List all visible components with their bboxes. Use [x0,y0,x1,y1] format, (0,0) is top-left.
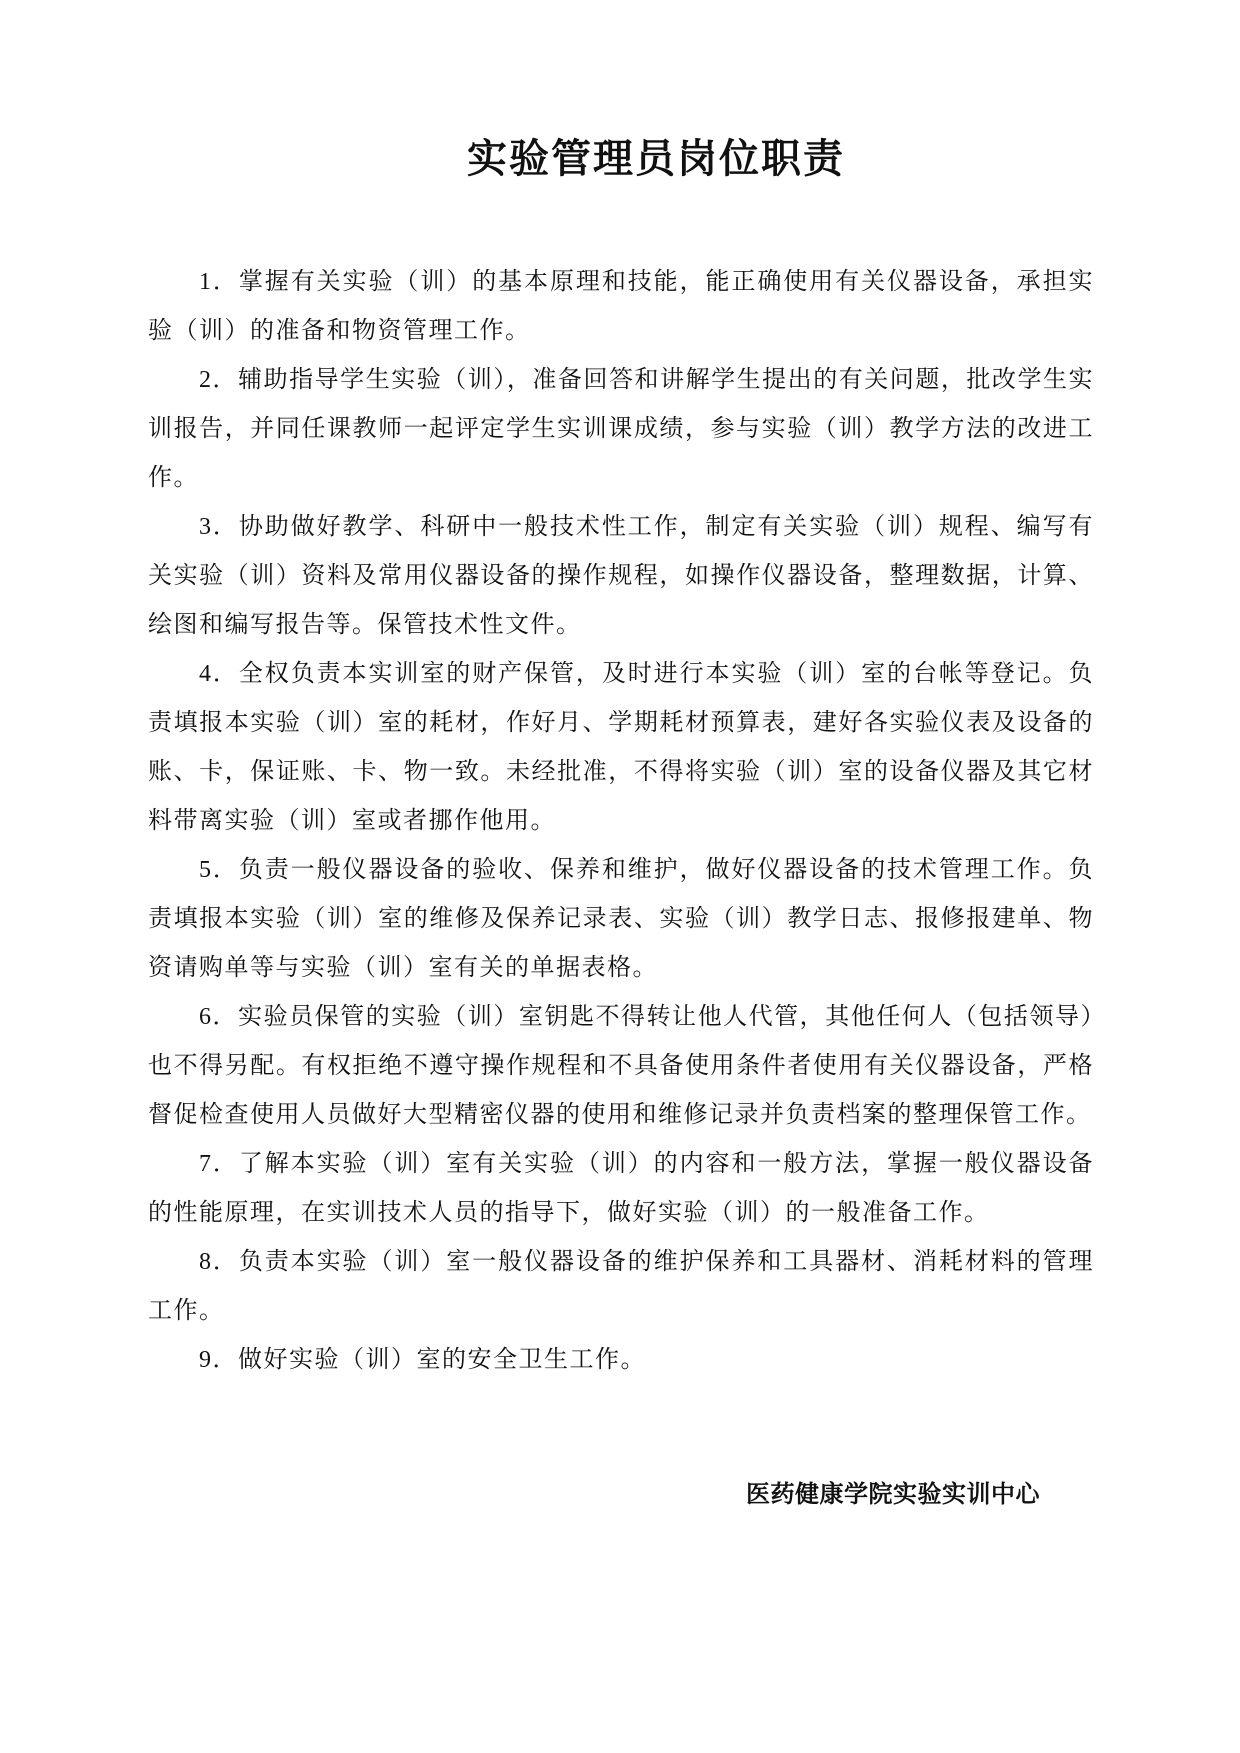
paragraph-3: 3．协助做好教学、科研中一般技术性工作，制定有关实验（训）规程、编写有关实验（训）资料及常用仪器设备的操作规程，如操作仪器设备，整理数据，计算、绘图和编写报告等。保管技术性文件。 [148,514,1094,638]
document-body [148,258,1094,1385]
paragraph-6: 6．实验员保管的实验（训）室钥匙不得转让他人代管，其他任何人（包括领导）也不得另配。有权拒绝不遵守操作规程和不具备使用条件者使用有关仪器设备，严格督促检查使用人员做好大型精密仪器的使用和维修记录并负责档案的整理保管工作。 [148,1004,1094,1128]
paragraph-8: 8．负责本实验（训）室一般仪器设备的维护保养和工具器材、消耗材料的管理工作。 [148,1249,1094,1324]
document-title: 实验管理员岗位职责 [467,136,845,181]
paragraph-5: 5．负责一般仪器设备的验收、保养和维护，做好仪器设备的技术管理工作。负责填报本实验（训）室的维修及保养记录表、实验（训）教学日志、报修报建单、物资请购单等与实验（训）室有关的单据表格。 [148,857,1094,981]
signature-line: 医药健康学院实验实训中心 [746,1482,1040,1508]
paragraph-2: 2．辅助指导学生实验（训），准备回答和讲解学生提出的有关问题，批改学生实训报告，并同任课教师一起评定学生实训课成绩，参与实验（训）教学方法的改进工作。 [148,367,1094,491]
paragraph-9: 9．做好实验（训）室的安全卫生工作。 [199,1347,646,1373]
paragraph-7: 7．了解本实验（训）室有关实验（训）的内容和一般方法，掌握一般仪器设备的性能原理，在实训技术人员的指导下，做好实验（训）的一般准备工作。 [148,1151,1094,1226]
paragraph-1: 1．掌握有关实验（训）的基本原理和技能，能正确使用有关仪器设备，承担实验（训）的准备和物资管理工作。 [148,269,1094,344]
paragraph-4: 4．全权负责本实训室的财产保管，及时进行本实验（训）室的台帐等登记。负责填报本实验（训）室的耗材，作好月、学期耗材预算表，建好各实验仪表及设备的账、卡，保证账、卡、物一致。未经批准，不得将实验（训）室的设备仪器及其它材料带离实验（训）室或者挪作他用。 [148,661,1094,834]
